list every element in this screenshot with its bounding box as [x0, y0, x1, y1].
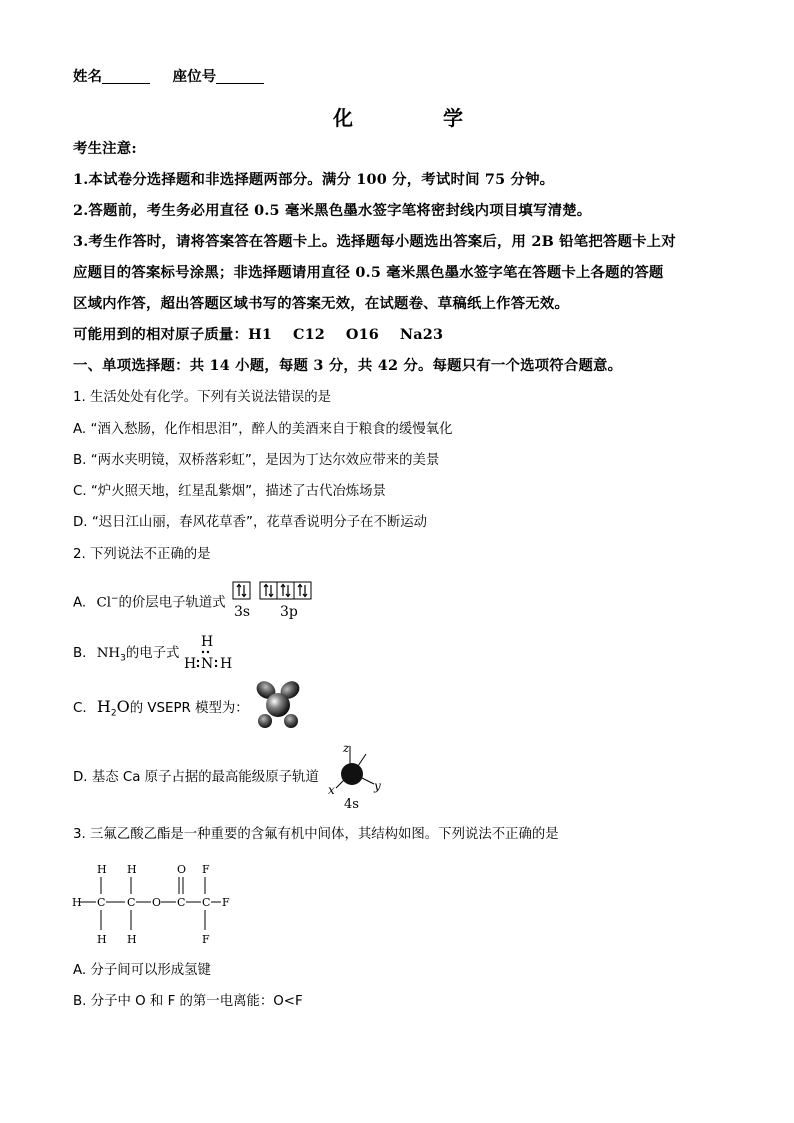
q2-c-mol2: O [116, 697, 130, 716]
struct-atom-h4: H [127, 933, 137, 946]
q2-b-text: 的电子式 [125, 646, 180, 661]
orbital-diagram [232, 581, 324, 621]
atomic-masses: 可能用到的相对原子质量：H1 C12 O16 Na23 [73, 326, 444, 343]
seat-blank[interactable] [216, 69, 264, 84]
q2-a-ion: Cl [96, 595, 111, 611]
struct-atom-c2: C [127, 896, 136, 909]
q2-option-a [73, 595, 226, 610]
spin-arrows [237, 585, 307, 597]
struct-atom-o-carbonyl: O [177, 863, 187, 876]
orbital-box-3p-3 [294, 582, 311, 599]
q2-c-text: 的 VSEPR 模型为： [129, 701, 249, 716]
struct-atom-o-ester: O [152, 896, 162, 909]
section-heading: 一、单项选择题：共 14 小题，每题 3 分，共 42 分。每题只有一个选项符合题意。 [73, 357, 623, 374]
q2-c-sub: 2 [110, 708, 117, 719]
struct-atom-f3: F [202, 933, 210, 946]
seat-label: 座位号 [172, 68, 217, 85]
nh3-h-top: H [201, 634, 214, 650]
q2-a-text: 的价层电子轨道式 [118, 595, 226, 611]
q3-option-a: A. 分子间可以形成氢键 [73, 963, 211, 978]
axis-y-label: y [374, 779, 381, 793]
vsepr-model-image [248, 675, 308, 735]
notice-item-2: 2.答题前，考生务必用直径 0.5 毫米黑色墨水签字笔将密封线内项目填写清楚。 [73, 202, 592, 219]
struct-atom-c1: C [97, 896, 106, 909]
axis-x-label: x [328, 783, 335, 797]
notice-heading: 考生注意: [73, 140, 137, 157]
q1-stem: 1. 生活处处有化学。下列有关说法错误的是 [73, 390, 332, 405]
struct-atom-h1: H [97, 863, 107, 876]
struct-atom-h3: H [97, 933, 107, 946]
q2-option-b [73, 647, 179, 664]
q1-option-b: B. “两水夹明镜，双桥落彩虹”，是因为丁达尔效应带来的美景 [73, 453, 440, 468]
q1-option-d: D. “迟日江山丽，春风花草香”，花草香说明分子在不断运动 [73, 515, 428, 530]
ethyl-trifluoroacetate-structure [70, 858, 240, 950]
q2-b-mol: NH [96, 646, 121, 661]
notice-item-1: 1.本试卷分选择题和非选择题两部分。满分 100 分，考试时间 75 分钟。 [73, 171, 555, 188]
struct-atom-c3: C [177, 896, 186, 909]
q2-c-mol: H [96, 697, 111, 716]
label-4s: 4s [344, 797, 359, 812]
name-blank[interactable] [102, 69, 150, 84]
struct-atom-h2: H [127, 863, 137, 876]
4s-orbital-image [324, 740, 386, 812]
q2-option-d: D. 基态 Ca 原子占据的最高能级原子轨道 [73, 770, 319, 785]
q1-option-a: A. “酒入愁肠，化作相思泪”，醉人的美酒来自于粮食的缓慢氧化 [73, 422, 453, 437]
notice-item-3-cont: 应题目的答案标号涂黑；非选择题请用直径 0.5 毫米黑色墨水签字笔在答题卡上各题的答题 [73, 264, 664, 281]
label-3s: 3s [234, 604, 251, 620]
name-label: 姓名 [73, 68, 103, 85]
page-title: 化学 [333, 106, 553, 130]
q2-a-charge: − [110, 594, 119, 604]
axis-z-label: z [343, 741, 350, 755]
notice-item-3-cont2: 区域内作答，超出答题区域书写的答案无效，在试题卷、草稿纸上作答无效。 [73, 295, 570, 312]
q2-option-c [73, 699, 249, 719]
struct-atom-f2: F [222, 896, 230, 909]
orbital-sphere [341, 763, 363, 785]
q3-option-b: B. 分子中 O 和 F 的第一电离能：O<F [73, 994, 303, 1009]
nh3-h-left: H [184, 656, 197, 672]
nh3-n: N [201, 656, 214, 672]
orbital-box-3p-2 [277, 582, 294, 599]
struct-atom-h-left: H [72, 896, 82, 909]
orbital-box-3p-1 [260, 582, 277, 599]
nh3-electron-formula [182, 632, 240, 672]
student-info-line [73, 69, 264, 84]
orbital-box-3s [233, 582, 250, 599]
struct-atom-c4: C [202, 896, 211, 909]
nh3-h-right: H [220, 656, 233, 672]
label-3p: 3p [280, 604, 298, 620]
notice-item-3: 3.考生作答时，请将答案答在答题卡上。选择题每小题选出答案后，用 2B 铅笔把答题卡上对 [73, 233, 676, 250]
q2-stem: 2. 下列说法不正确的是 [73, 547, 211, 562]
q1-option-c: C. “炉火照天地，红星乱紫烟”，描述了古代冶炼场景 [73, 484, 386, 499]
q2-b-sub: 3 [120, 653, 126, 664]
q2-c-prefix: C. [73, 701, 87, 716]
q2-b-prefix: B. [73, 646, 87, 661]
q3-stem: 3. 三氟乙酸乙酯是一种重要的含氟有机中间体，其结构如图。下列说法不正确的是 [73, 827, 559, 842]
struct-atom-f1: F [202, 863, 210, 876]
q2-a-prefix: A. [73, 595, 87, 611]
